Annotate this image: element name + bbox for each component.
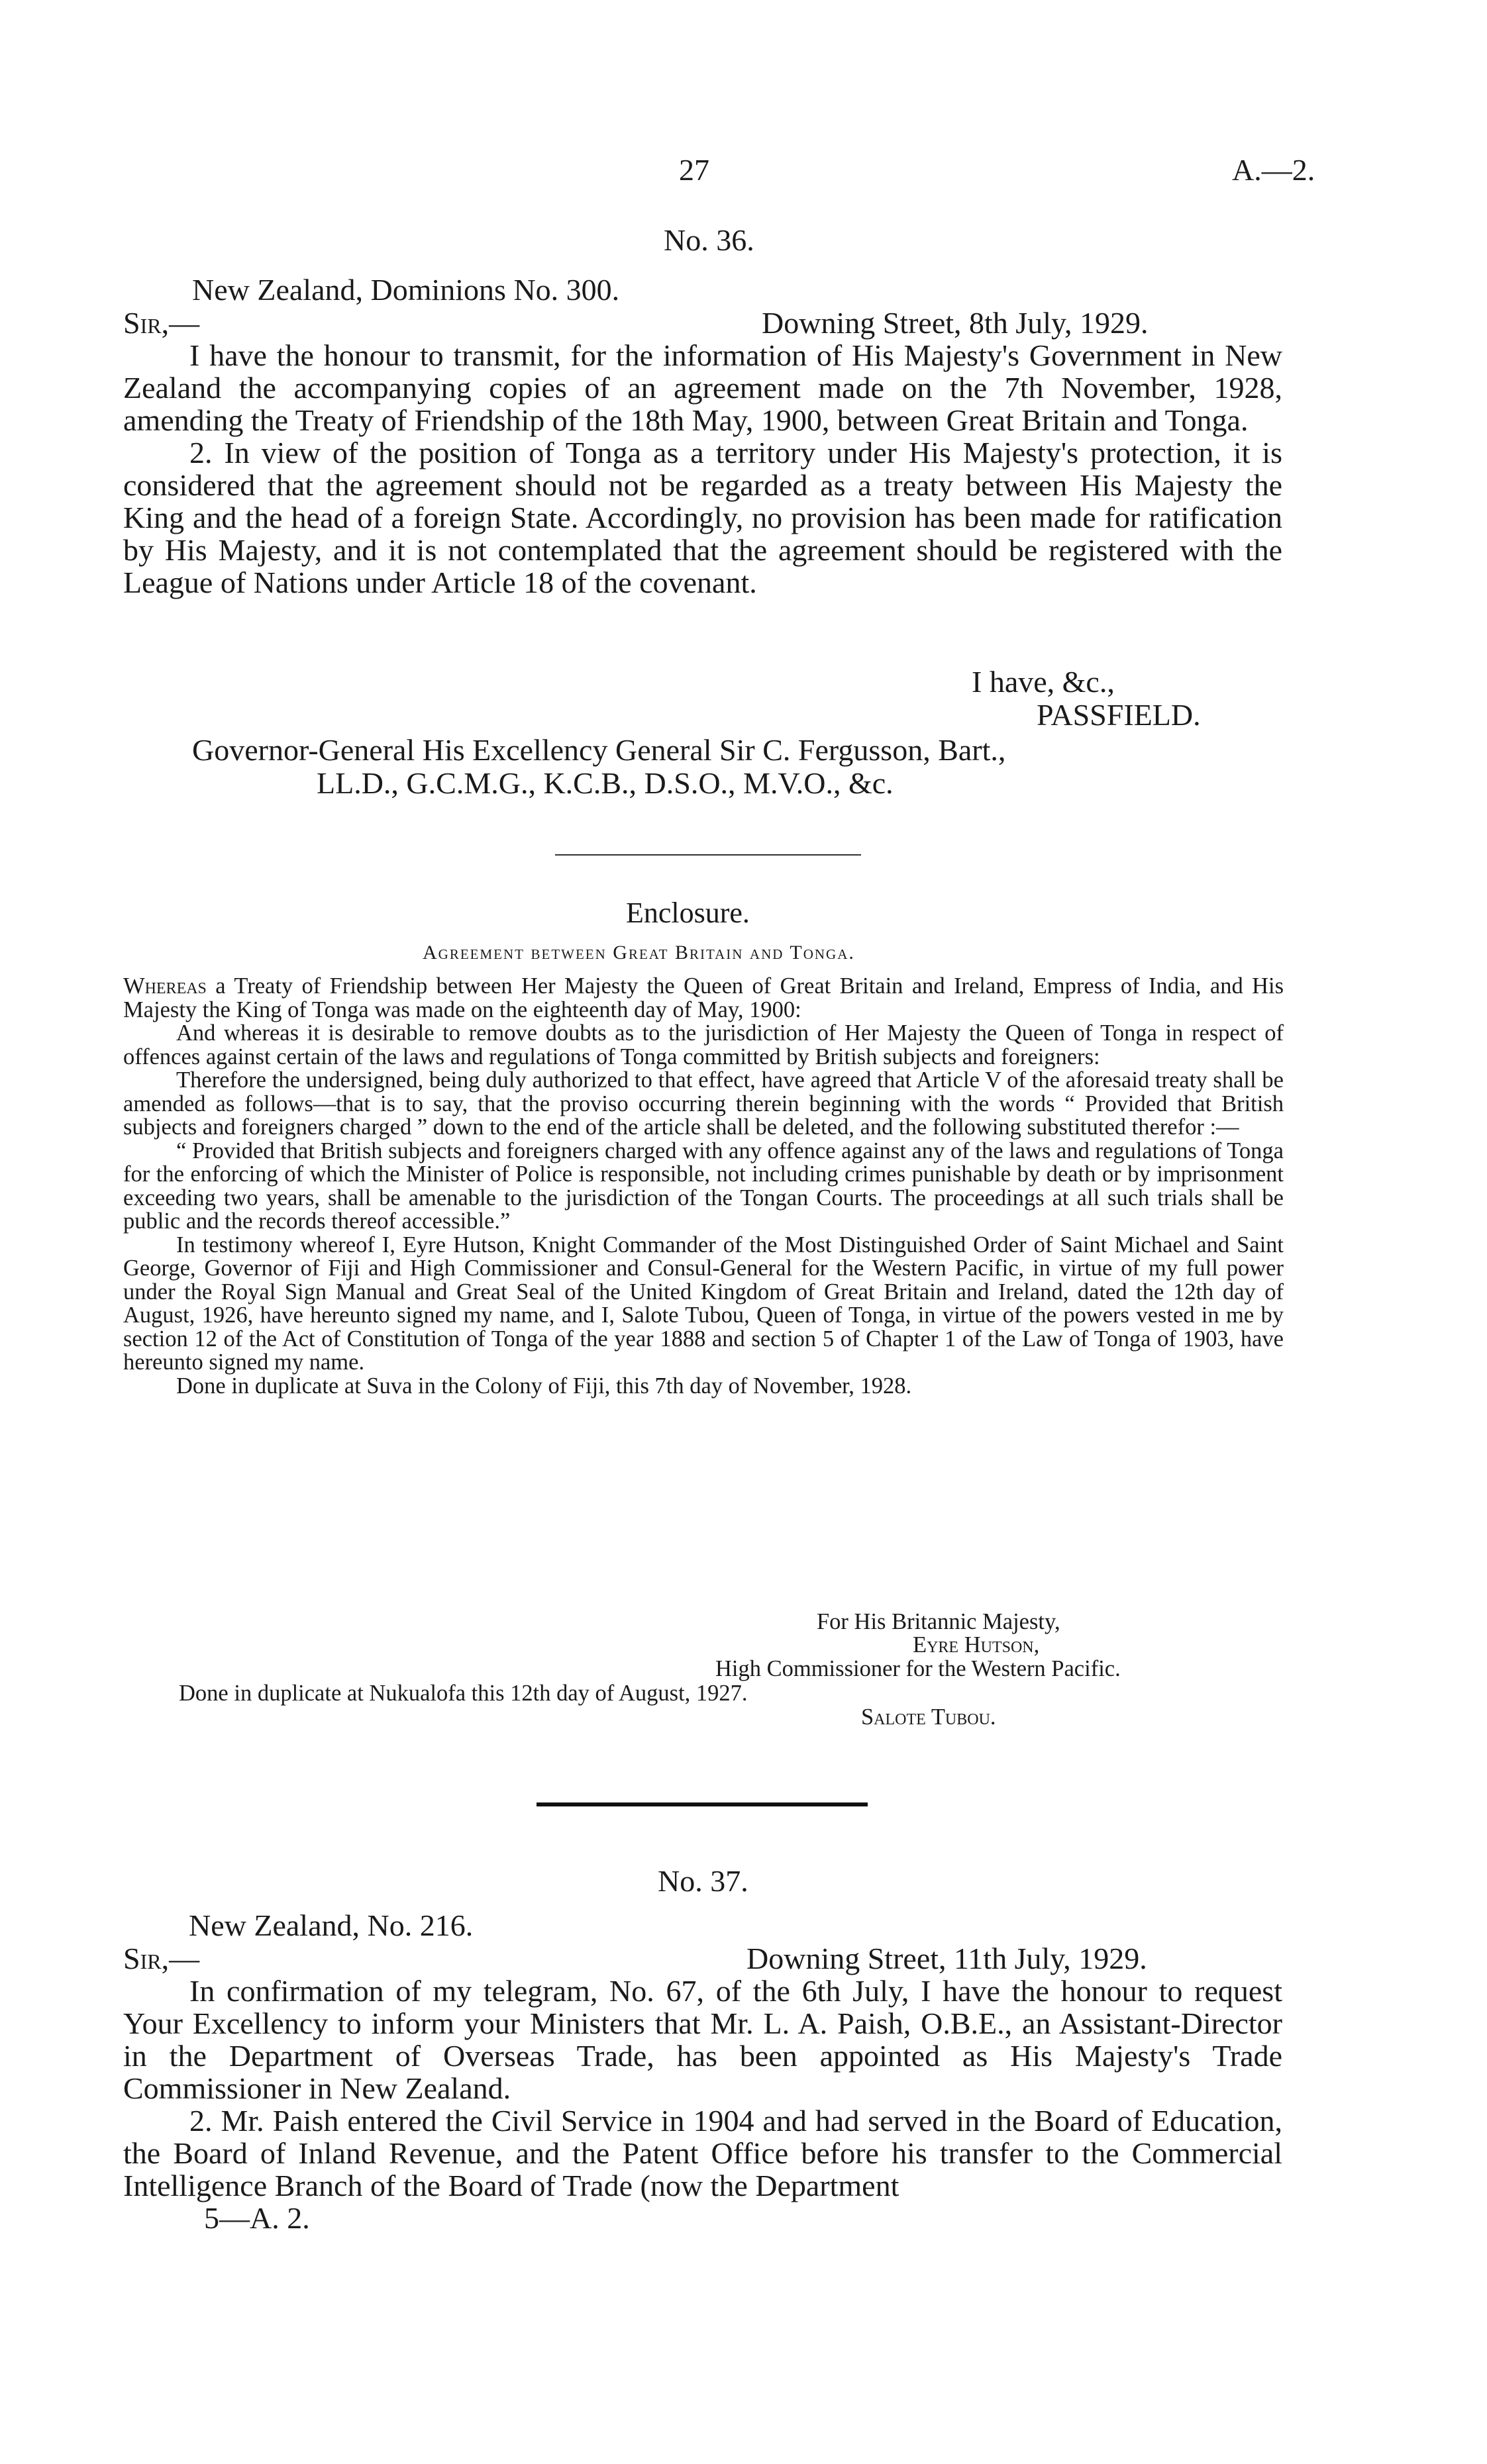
- agreement-body: [123, 975, 1284, 1398]
- addressee-line: Governor-General His Excellency General Sir C. Fergusson, Bart.,: [192, 733, 1006, 767]
- whereas-lead: Whereas: [123, 973, 207, 999]
- page-number: 27: [679, 153, 709, 187]
- paragraph: [123, 975, 1284, 1022]
- address-date: Downing Street, 11th July, 1929.: [746, 1942, 1147, 1975]
- for-majesty: For His Britannic Majesty,: [817, 1609, 1060, 1634]
- paragraph-text: a Treaty of Friendship between Her Majesty the Queen of Great Britain and Ireland, Empress of India, and His Majesty the King of Tonga was made on the eighteenth day of May, 1900:: [123, 973, 1284, 1022]
- salutation: Sir,—: [123, 306, 200, 340]
- letter-body: [123, 339, 1282, 599]
- hutson-title: High Commissioner for the Western Pacific.: [715, 1656, 1121, 1681]
- paragraph: “ Provided that British subjects and foreigners charged with any offence against any of the laws and regulations of Tonga for the enforcing of which the Minister of Police is responsible, not including crimes punishable by death or by imprisonment exceeding two years, shall be amenable to the jurisdiction of the Tongan Courts. The proceedings at all such trials shall be public and the records thereof accessible.”: [123, 1138, 1284, 1234]
- paragraph: And whereas it is desirable to remove doubts as to the jurisdiction of Her Majesty the Queen of Tonga in respect of offences against certain of the laws and regulations of Tonga committed by British subjects and foreigners:: [123, 1020, 1284, 1069]
- addressee-line: LL.D., G.C.M.G., K.C.B., D.S.O., M.V.O., &c.: [317, 766, 894, 800]
- paragraph: Therefore the undersigned, being duly authorized to that effect, have agreed that Article V of the aforesaid treaty shall be amended as follows—that is to say, that the proviso occurring therein beginning with the words “ Provided that British subjects and foreigners charged ” down to the end of the article shall be deleted, and the following substituted therefor :—: [123, 1067, 1284, 1140]
- enclosure-heading: Enclosure.: [626, 897, 750, 929]
- address-date: Downing Street, 8th July, 1929.: [762, 306, 1149, 340]
- section-divider: [555, 854, 861, 856]
- paragraph: 2. Mr. Paish entered the Civil Service in 1904 and had served in the Board of Education, the Board of Inland Revenue, and the Patent Office before his transfer to the Commercial Intelligence Branch of the Board of Trade (now the Department: [123, 2104, 1282, 2202]
- letter-reference: New Zealand, Dominions No. 300.: [192, 273, 620, 307]
- paragraph: In confirmation of my telegram, No. 67, of the 6th July, I have the honour to request Your Excellency to inform your Ministers that Mr. L. A. Paish, O.B.E., an Assistant-Director in the Department of Overseas Trade, has been appointed as His Majesty's Trade Commissioner in New Zealand.: [123, 1974, 1282, 2105]
- signature: PASSFIELD.: [1037, 698, 1201, 732]
- paragraph: 2. In view of the position of Tonga as a territory under His Majesty's protection, it is considered that the agreement should not be regarded as a treaty between His Majesty the King and the head of a foreign State. Accordingly, no provision has been made for ratification by His Majesty, and it is not contemplated that the agreement should be registered with the League of Nations under Article 18 of the covenant.: [123, 436, 1282, 599]
- done-nukualofa: Done in duplicate at Nukualofa this 12th day of August, 1927.: [179, 1681, 748, 1706]
- enclosure-title: Agreement between Great Britain and Tonga.: [423, 942, 855, 963]
- letter-reference: New Zealand, No. 216.: [189, 1908, 474, 1942]
- closing: I have, &c.,: [972, 665, 1115, 699]
- signature-mark: 5—A. 2.: [204, 2201, 310, 2235]
- letter-number: No. 37.: [658, 1864, 748, 1898]
- letter-number: No. 36.: [664, 223, 754, 257]
- letter-body: [123, 1975, 1282, 2202]
- paragraph: Done in duplicate at Suva in the Colony of Fiji, this 7th day of November, 1928.: [176, 1373, 912, 1399]
- hutson-signature: Eyre Hutson,: [913, 1632, 1040, 1657]
- salutation: Sir,—: [123, 1942, 200, 1975]
- tubou-signature: Salote Tubou.: [861, 1704, 996, 1730]
- paragraph: I have the honour to transmit, for the information of His Majesty's Government in New Zealand the accompanying copies of an agreement made on the 7th November, 1928, amending the Treaty of Friendship of the 18th May, 1900, between Great Britain and Tonga.: [123, 338, 1282, 437]
- section-divider: [537, 1802, 868, 1806]
- series-code: A.—2.: [1232, 153, 1315, 187]
- paragraph: In testimony whereof I, Eyre Hutson, Knight Commander of the Most Distinguished Order of Saint Michael and Saint George, Governor of Fiji and High Commissioner and Consul-General for the Western Pacific, in virtue of my full power under the Royal Sign Manual and Great Seal of the United Kingdom of Great Britain and Ireland, dated the 12th day of August, 1926, have hereunto signed my name, and I, Salote Tubou, Queen of Tonga, in virtue of the powers vested in me by section 12 of the Act of Constitution of Tonga of the year 1888 and section 5 of Chapter 1 of the Law of Tonga of 1903, have hereunto signed my name.: [123, 1232, 1284, 1375]
